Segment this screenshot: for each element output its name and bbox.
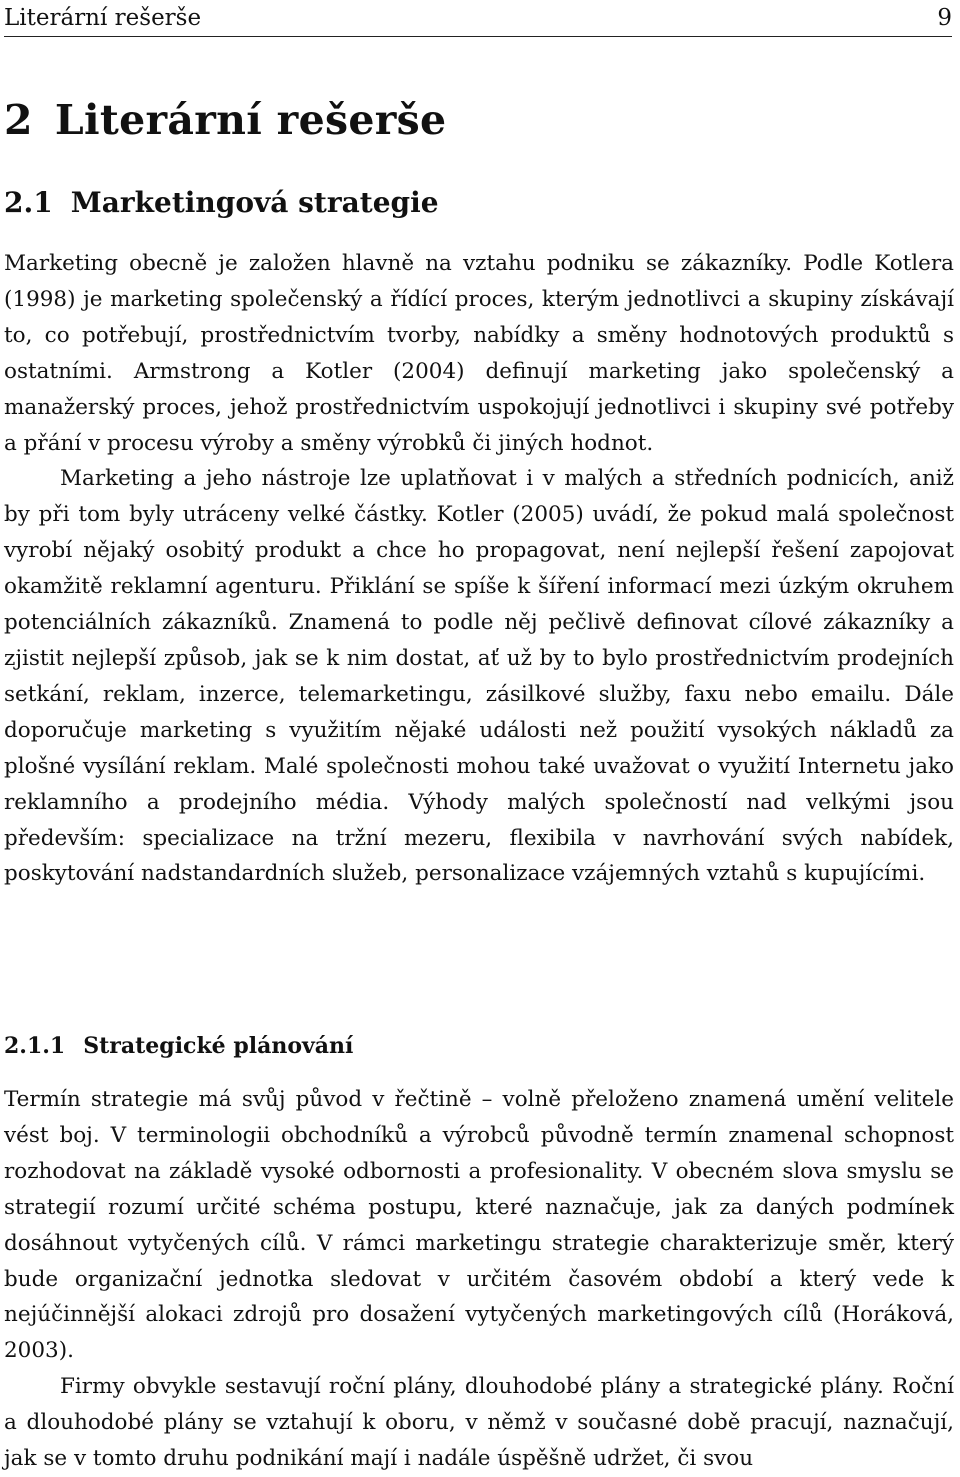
running-header bbox=[4, 0, 952, 37]
chapter-number: 2 bbox=[4, 96, 33, 144]
section-heading bbox=[4, 186, 439, 219]
section-number: 2.1 bbox=[4, 186, 53, 219]
chapter-heading bbox=[4, 96, 446, 144]
chapter-title: Literární rešerše bbox=[54, 96, 447, 144]
subsection-heading bbox=[4, 1033, 353, 1059]
page-number: 9 bbox=[937, 5, 952, 31]
section-title: Marketingová strategie bbox=[70, 186, 439, 219]
section-paragraph-2: Marketing a jeho nástroje lze uplatňovat i v malých a středních podnicích, aniž by při tom byly utráceny velké částky. Kotler (2005) uvádí, že pokud malá společnost vyrobí nějaký osobitý produkt a chce ho propagovat, není nejlepší řešení zapojovat okamžitě reklamní agenturu. Přiklání se spíše k šíření informací mezi úzkým okruhem potenciálních zákazníků. Znamená to podle něj pečlivě definovat cílové zákazníky a zjistit nejlepší způsob, jak se k nim dostat, ať už by to bylo prostřednictvím prodejních setkání, reklam, inzerce, telemarketingu, zásilkové služby, faxu nebo emailu. Dále doporučuje marketing s využitím nějaké události než použití vysokých nákladů za plošné vysílání reklam. Malé společnosti mohou také uvažovat o využití Internetu jako reklamního a prodejního média. Výhody malých společností nad velkými jsou především: specializace na tržní mezeru, flexibila v navrhování svých nabídek, poskytování nadstandardních služeb, personalizace vzájemných vztahů s kupujícími. bbox=[4, 466, 954, 887]
subsection-body bbox=[4, 1082, 954, 1477]
subsection-paragraph-1: Termín strategie má svůj původ v řečtině – volně přeloženo znamená umění velitele vést boj. V terminologii obchodníků a výrobců původně termín znamenal schopnost rozhodovat na základě vysoké odbornosti a profesionality. V obecném slova smyslu se strategií rozumí určité schéma postupu, které naznačuje, jak za daných podmínek dosáhnout vytyčených cílů. V rámci marketingu strategie charakterizuje směr, který bude organizační jednotka sledovat v určitém časovém období a který vede k nejúčinnější alokaci zdrojů pro dosažení vytyčených marketingových cílů (Horáková, 2003). bbox=[4, 1087, 954, 1364]
section-body bbox=[4, 246, 954, 892]
subsection-number: 2.1.1 bbox=[4, 1033, 66, 1059]
subsection-paragraph-2: Firmy obvykle sestavují roční plány, dlouhodobé plány a strategické plány. Roční a dlouhodobé plány se vztahují k oboru, v němž v současné době pracují, naznačují, jak se v tomto druhu podnikání mají i nadále úspěšně udržet, či svou bbox=[4, 1374, 954, 1472]
running-title: Literární rešerše bbox=[4, 5, 202, 31]
subsection-title: Strategické plánování bbox=[83, 1033, 354, 1059]
section-paragraph-1: Marketing obecně je založen hlavně na vztahu podniku se zákazníky. Podle Kotlera (1998) je marketing společenský a řídící proces, kterým jednotlivci a skupiny získávají to, co potřebují, prostřednictvím tvorby, nabídky a směny hodnotových produktů s ostatními. Armstrong a Kotler (2004) definují marketing jako společenský a manažerský proces, jehož prostřednictvím uspokojují jednotlivci i skupiny své potřeby a přání v procesu výroby a směny výrobků či jiných hodnot. bbox=[4, 251, 954, 456]
